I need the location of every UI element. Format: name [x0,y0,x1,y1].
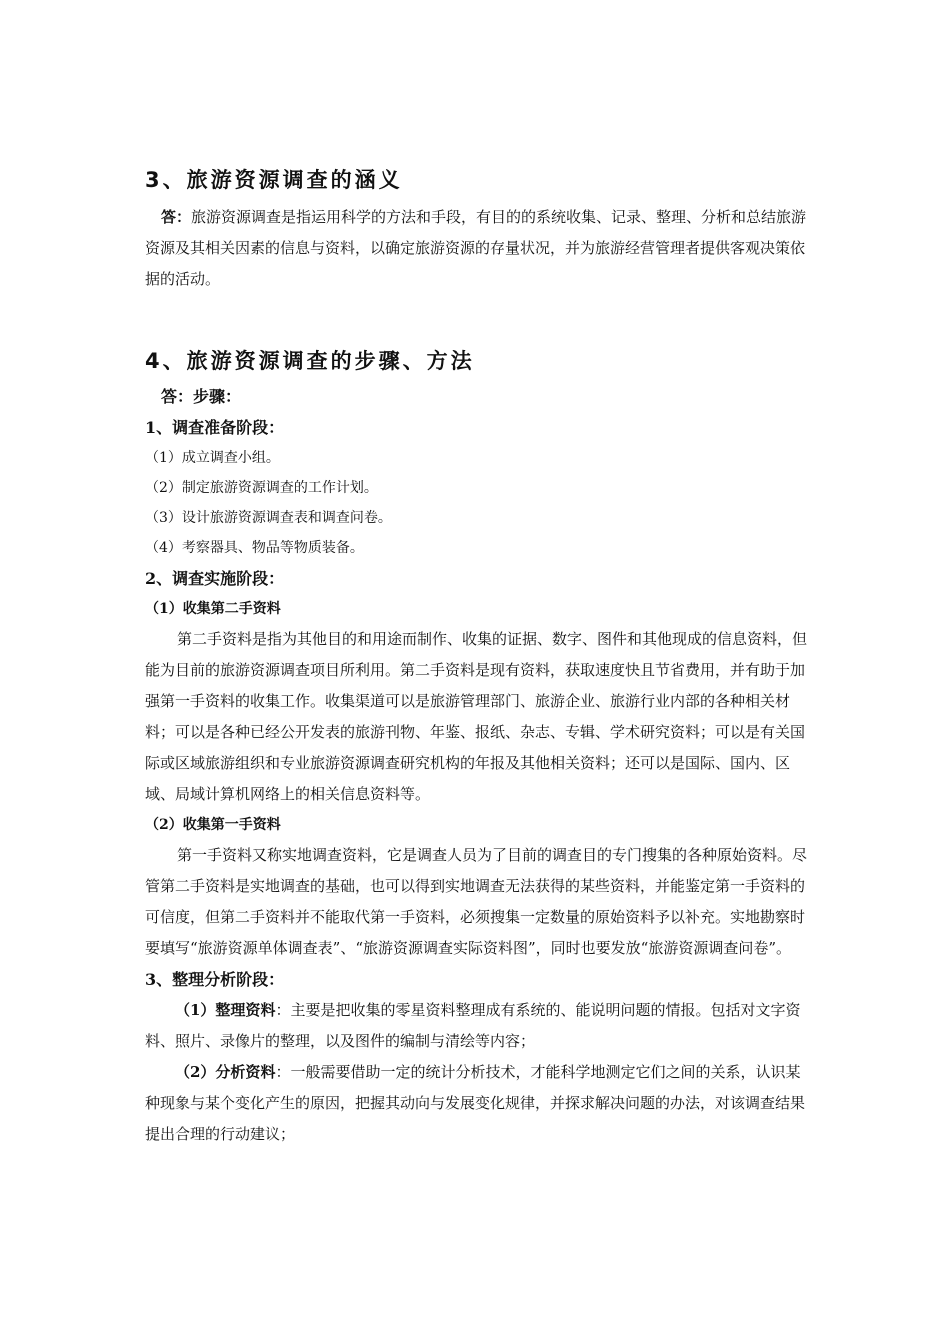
stage-1-title: 1、调查准备阶段： [145,418,285,437]
stage-3-paragraph-2 [145,1057,815,1150]
stage-1-item: （4）考察器具、物品等物质装备。 [145,540,364,556]
stage-3-p2-text: ：一般需要借助一定的统计分析技术，才能科学地测定它们之间的关系，认识某种现象与某个变化产生的原因，把握其动向与发展变化规律，并探求解决问题的办法，对该调查结果提出合理的行动建议； [145,1063,806,1143]
section-3-answer [145,202,815,295]
stage-3-paragraph-1 [145,995,815,1057]
stage-1-item: （1）成立调查小组。 [145,450,280,466]
stage-3-p1-text: ：主要是把收集的零星资料整理成有系统的、能说明问题的情报。包括对文字资料、照片、录像片的整理，以及图件的编制与清绘等内容； [145,1001,801,1050]
stage-3-p1-label: （1）整理资料 [175,1001,276,1019]
answer-text: 旅游资源调查是指运用科学的方法和手段，有目的的系统收集、记录、整理、分析和总结旅游资源及其相关因素的信息与资料，以确定旅游资源的存量状况，并为旅游经营管理者提供客观决策依据的活动。 [145,208,807,288]
section-3-heading: 3、旅游资源调查的涵义 [145,168,403,192]
stage-2-sub2-title: （2）收集第一手资料 [145,817,281,833]
stage-2-sub1-title: （1）收集第二手资料 [145,601,281,617]
stage-2-sub2-text: 第一手资料又称实地调查资料，它是调查人员为了目前的调查目的专门搜集的各种原始资料。尽管第二手资料是实地调查的基础，也可以得到实地调查无法获得的某些资料，并能鉴定第一手资料的可信度，但第二手资料并不能取代第一手资料，必须搜集一定数量的原始资料予以补充。实地勘察时要填写“旅游资源单体调查表”、“旅游资源调查实际资料图”，同时也要发放“旅游资源调查问卷”。 [145,846,808,957]
stage-1-item: （2）制定旅游资源调查的工作计划。 [145,480,378,496]
stage-3-p2-label: （2）分析资料 [175,1063,276,1081]
section-4-heading: 4、旅游资源调查的步骤、方法 [145,349,475,373]
stage-2-sub1-text: 第二手资料是指为其他目的和用途而制作、收集的证据、数字、图件和其他现成的信息资料，但能为目前的旅游资源调查项目所利用。第二手资料是现有资料，获取速度快且节省费用，并有助于加强第一手资料的收集工作。收集渠道可以是旅游管理部门、旅游企业、旅游行业内部的各种相关材料；可以是各种已经公开发表的旅游刊物、年鉴、报纸、杂志、专辑、学术研究资料；可以是有关国际或区域旅游组织和专业旅游资源调查研究机构的年报及其他相关资料；还可以是国际、国内、区域、局域计算机网络上的相关信息资料等。 [145,630,808,803]
stage-3-title: 3、整理分析阶段： [145,970,285,989]
steps-answer-heading: 答：步骤： [161,387,242,406]
answer-label: 答： [161,208,192,226]
document-body [145,162,815,1150]
stage-2-title: 2、调查实施阶段： [145,569,285,588]
stage-1-item: （3）设计旅游资源调查表和调查问卷。 [145,510,392,526]
